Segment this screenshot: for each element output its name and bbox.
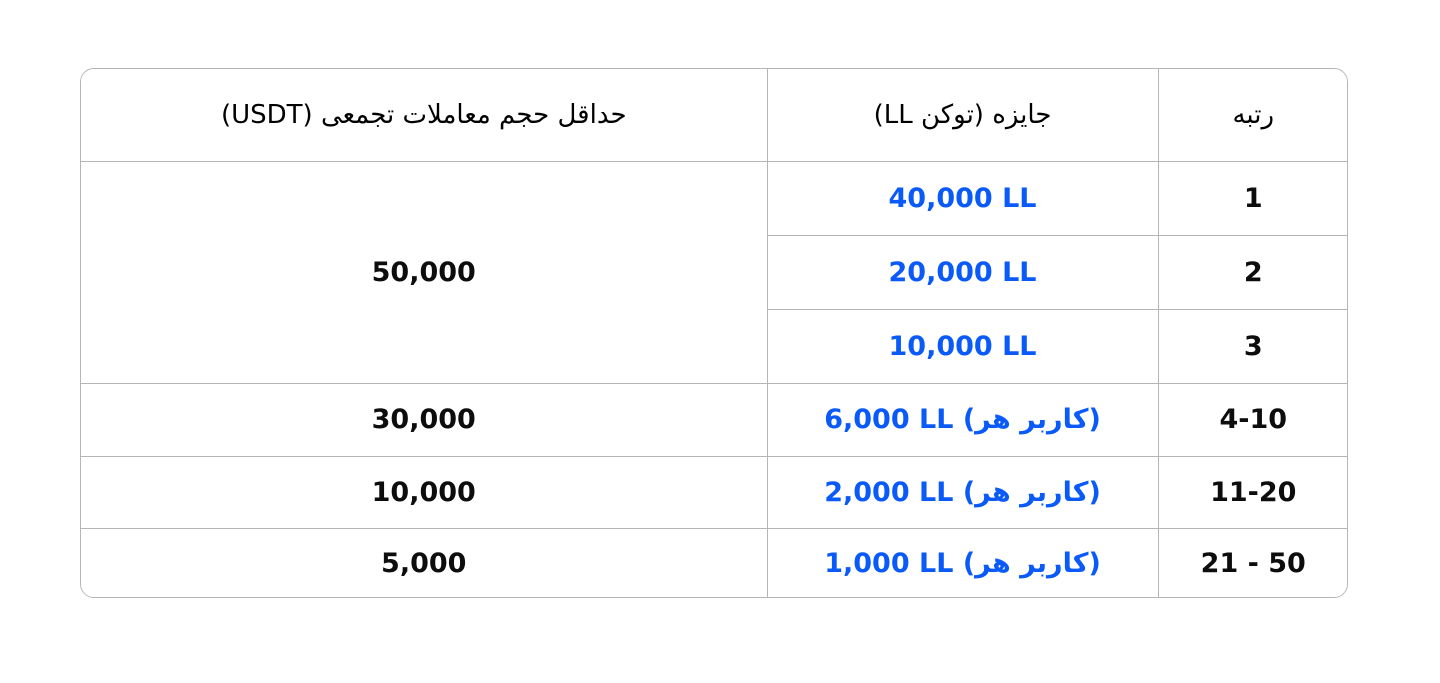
prize-cell: 40,000 LL <box>767 161 1158 235</box>
rank-cell: 11-20 <box>1158 456 1348 528</box>
prize-cell: 1,000 LL (هر‎ کاربر) <box>767 528 1158 598</box>
prize-cell: 6,000 LL (هر‎ کاربر) <box>767 383 1158 456</box>
rewards-table <box>81 69 1348 598</box>
volume-cell: 30,000 <box>81 383 767 456</box>
header-prize: جایزه (توکن LL) <box>767 69 1158 161</box>
prize-cell: 2,000 LL (هر‎ کاربر) <box>767 456 1158 528</box>
table-row <box>81 528 1348 598</box>
rank-cell: 2 <box>1158 235 1348 309</box>
rewards-table-card <box>80 68 1348 598</box>
volume-cell: 10,000 <box>81 456 767 528</box>
header-rank: رتبه <box>1158 69 1348 161</box>
table-row <box>81 383 1348 456</box>
table-row <box>81 456 1348 528</box>
volume-cell-merged: 50,000 <box>81 161 767 383</box>
rank-cell: 4-10 <box>1158 383 1348 456</box>
volume-cell: 5,000 <box>81 528 767 598</box>
header-row <box>81 69 1348 161</box>
prize-cell: 20,000 LL <box>767 235 1158 309</box>
prize-cell: 10,000 LL <box>767 309 1158 383</box>
rank-cell: 21 - 50 <box>1158 528 1348 598</box>
header-volume: حداقل حجم معاملات تجمعی (USDT) <box>81 69 767 161</box>
rank-cell: 1 <box>1158 161 1348 235</box>
table-row <box>81 161 1348 235</box>
rank-cell: 3 <box>1158 309 1348 383</box>
